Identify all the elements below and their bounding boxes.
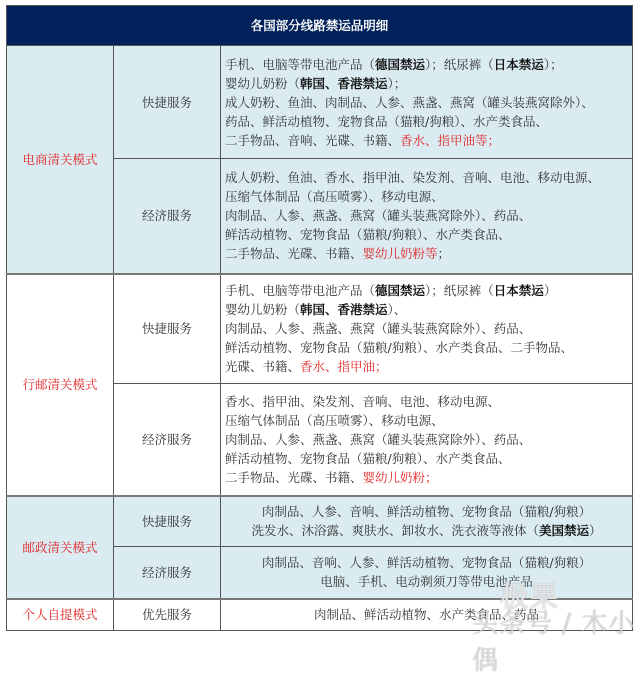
banned-items-table bbox=[6, 5, 633, 631]
item-text: 香水、指甲油、染发剂、音响、电池、移动电源、 bbox=[225, 393, 501, 409]
item-line bbox=[225, 300, 628, 319]
item-text: 药品、鲜活动植物、宠物食品（猫粮/狗粮）、水产类食品、 bbox=[225, 113, 548, 129]
items-cell bbox=[221, 274, 633, 384]
item-line bbox=[225, 187, 628, 206]
item-text: 压缩气体制品（高压喷雾）、移动电源、 bbox=[225, 189, 444, 205]
item-text: 肉制品、鲜活动植物、水产类食品、药品 bbox=[313, 607, 539, 623]
mode-ecommerce-clearance: 电商清关模式 bbox=[7, 46, 114, 274]
item-line bbox=[225, 502, 628, 521]
service-express: 快捷服务 bbox=[114, 46, 221, 159]
highlight-text: 婴幼儿奶粉； bbox=[362, 469, 438, 485]
item-text: 鲜活动植物、宠物食品（猫粮/狗粮）、水产类食品、 bbox=[225, 450, 511, 466]
item-text: 手机、电脑等带电池产品（ bbox=[225, 56, 376, 72]
service-economy: 经济服务 bbox=[114, 159, 221, 274]
items-cell bbox=[221, 547, 633, 599]
items-cell bbox=[221, 384, 633, 496]
service-economy: 经济服务 bbox=[114, 384, 221, 496]
item-text: 二手物品、光碟、书籍、 bbox=[225, 469, 363, 485]
item-line bbox=[225, 392, 628, 411]
item-text: ）； bbox=[387, 75, 407, 91]
highlight-text: 香水、指甲油； bbox=[300, 359, 388, 375]
item-text: 肉制品、人参、燕盏、燕窝（罐头装燕窝除外）、药品、 bbox=[225, 208, 532, 224]
item-line bbox=[225, 244, 628, 263]
item-text: ）； bbox=[543, 56, 563, 72]
watermark-author: 头条号 / 木小偶 bbox=[472, 609, 636, 676]
items-cell bbox=[221, 599, 633, 631]
item-line bbox=[225, 112, 628, 131]
item-line bbox=[225, 55, 628, 74]
service-express: 快捷服务 bbox=[114, 274, 221, 384]
item-line bbox=[225, 572, 628, 591]
item-text: 二手物品、音响、光碟、书籍、 bbox=[225, 132, 401, 148]
item-text: 婴幼儿奶粉（ bbox=[225, 75, 301, 91]
items-cell bbox=[221, 159, 633, 274]
item-text: 二手物品、光碟、书籍、 bbox=[225, 246, 363, 262]
watermark-logo: 极果 bbox=[500, 580, 561, 613]
item-text: 成人奶粉、鱼油、肉制品、人参、燕盏、燕窝（罐头装燕窝除外）、 bbox=[225, 94, 594, 110]
item-text: ） bbox=[543, 283, 557, 299]
item-line bbox=[225, 521, 628, 540]
item-line bbox=[225, 281, 628, 300]
item-line bbox=[225, 168, 628, 187]
mode-personal-post-clearance: 行邮清关模式 bbox=[7, 274, 114, 496]
items-cell bbox=[221, 46, 633, 159]
country-restriction: 日本禁运 bbox=[493, 283, 544, 299]
item-text: 肉制品、音响、人参、鲜活动植物、宠物食品（猫粮/狗粮） bbox=[261, 555, 592, 571]
mode-postal-clearance: 邮政清关模式 bbox=[7, 496, 114, 599]
item-line bbox=[225, 206, 628, 225]
item-text: ）；纸尿裤（ bbox=[425, 56, 494, 72]
item-text: 婴幼儿奶粉（ bbox=[225, 302, 301, 318]
item-line bbox=[225, 468, 628, 487]
item-line bbox=[225, 411, 628, 430]
item-line bbox=[225, 131, 628, 150]
item-text: 鲜活动植物、宠物食品（猫粮/狗粮）、水产类食品、二手物品、 bbox=[225, 340, 573, 356]
service-express: 快捷服务 bbox=[114, 496, 221, 547]
service-priority: 优先服务 bbox=[114, 599, 221, 631]
item-text: ）、 bbox=[387, 302, 407, 318]
country-restriction: 韩国、香港禁运 bbox=[300, 302, 388, 318]
highlight-text: 香水、指甲油等 bbox=[400, 132, 488, 148]
item-text: ） bbox=[589, 523, 602, 539]
item-text: 压缩气体制品（高压喷雾）、移动电源、 bbox=[225, 412, 444, 428]
service-economy: 经济服务 bbox=[114, 547, 221, 599]
highlight-text: 婴幼儿奶粉等 bbox=[362, 246, 438, 262]
item-text: 成人奶粉、鱼油、香水、指甲油、染发剂、音响、电池、移动电源、 bbox=[225, 170, 601, 186]
table-title: 各国部分线路禁运品明细 bbox=[7, 6, 633, 46]
item-line bbox=[225, 605, 628, 624]
item-line bbox=[225, 319, 628, 338]
mode-self-pickup: 个人自提模式 bbox=[7, 599, 114, 631]
item-text: 肉制品、人参、音响、鲜活动植物、宠物食品（猫粮/狗粮） bbox=[261, 504, 592, 520]
item-line bbox=[225, 553, 628, 572]
item-text: ； bbox=[437, 246, 451, 262]
item-text: 鲜活动植物、宠物食品（猫粮/狗粮）、水产类食品、 bbox=[225, 227, 511, 243]
item-text: 肉制品、人参、燕盏、燕窝（罐头装燕窝除外）、药品、 bbox=[225, 431, 532, 447]
country-restriction: 德国禁运 bbox=[375, 56, 426, 72]
item-line bbox=[225, 357, 628, 376]
item-text: 光碟、书籍、 bbox=[225, 359, 301, 375]
item-line bbox=[225, 93, 628, 112]
item-text: 洗发水、沐浴露、爽肤水、卸妆水、洗衣液等液体（ bbox=[251, 523, 539, 539]
item-line bbox=[225, 338, 628, 357]
country-restriction: 韩国、香港禁运 bbox=[300, 75, 388, 91]
item-line bbox=[225, 449, 628, 468]
item-line bbox=[225, 430, 628, 449]
country-restriction: 德国禁运 bbox=[375, 283, 426, 299]
highlight-text: ； bbox=[487, 132, 501, 148]
item-text: 手机、电脑等带电池产品（ bbox=[225, 283, 376, 299]
country-restriction: 日本禁运 bbox=[493, 56, 544, 72]
item-text: ）；纸尿裤（ bbox=[425, 283, 494, 299]
item-line bbox=[225, 225, 628, 244]
item-text: 电脑、手机、电动剃须刀等带电池产品 bbox=[320, 574, 533, 590]
item-text: 肉制品、人参、燕盏、燕窝（罐头装燕窝除外）、药品、 bbox=[225, 321, 532, 337]
item-line bbox=[225, 74, 628, 93]
items-cell bbox=[221, 496, 633, 547]
country-restriction: 美国禁运 bbox=[538, 523, 589, 539]
